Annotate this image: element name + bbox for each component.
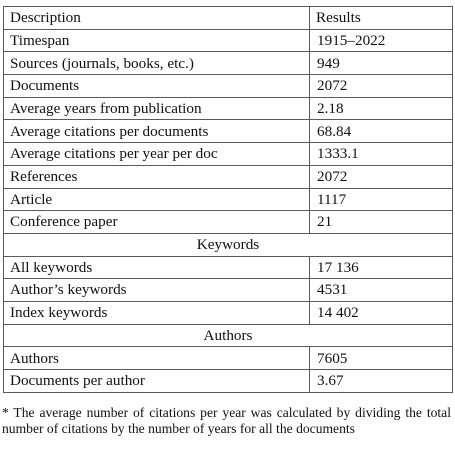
table-row bbox=[4, 120, 453, 143]
row-label: Index keywords bbox=[4, 301, 310, 324]
table-row bbox=[4, 211, 453, 234]
results-header: Results bbox=[310, 7, 453, 30]
table-row bbox=[4, 143, 453, 166]
row-label: Author’s keywords bbox=[4, 279, 310, 302]
statistics-table bbox=[3, 6, 453, 393]
table-row bbox=[4, 29, 453, 52]
table-header-row bbox=[4, 7, 453, 30]
row-value: 3.67 bbox=[310, 370, 453, 393]
row-label: All keywords bbox=[4, 256, 310, 279]
row-label: Average citations per documents bbox=[4, 120, 310, 143]
row-label: Article bbox=[4, 188, 310, 211]
row-label: Average citations per year per doc bbox=[4, 143, 310, 166]
row-value: 2072 bbox=[310, 75, 453, 98]
row-value: 68.84 bbox=[310, 120, 453, 143]
row-value: 14 402 bbox=[310, 301, 453, 324]
row-value: 21 bbox=[310, 211, 453, 234]
table-row bbox=[4, 52, 453, 75]
row-label: Average years from publication bbox=[4, 97, 310, 120]
row-value: 1117 bbox=[310, 188, 453, 211]
table-row bbox=[4, 75, 453, 98]
table-row bbox=[4, 165, 453, 188]
row-value: 1915–2022 bbox=[310, 29, 453, 52]
authors-section-heading: Authors bbox=[4, 324, 453, 347]
row-label: References bbox=[4, 165, 310, 188]
row-label: Authors bbox=[4, 347, 310, 370]
table-footnote: * The average number of citations per year was calculated by dividing the total number of citations by the number of years for all the documents bbox=[2, 405, 451, 436]
keywords-section-heading: Keywords bbox=[4, 233, 453, 256]
section-row-keywords bbox=[4, 233, 453, 256]
table-row bbox=[4, 347, 453, 370]
row-value: 949 bbox=[310, 52, 453, 75]
description-header: Description bbox=[4, 7, 310, 30]
row-value: 2072 bbox=[310, 165, 453, 188]
table-row bbox=[4, 256, 453, 279]
table-row bbox=[4, 301, 453, 324]
row-value: 17 136 bbox=[310, 256, 453, 279]
row-value: 1333.1 bbox=[310, 143, 453, 166]
row-label: Documents per author bbox=[4, 370, 310, 393]
row-label: Documents bbox=[4, 75, 310, 98]
row-value: 7605 bbox=[310, 347, 453, 370]
section-row-authors bbox=[4, 324, 453, 347]
row-label: Sources (journals, books, etc.) bbox=[4, 52, 310, 75]
row-value: 4531 bbox=[310, 279, 453, 302]
table-row bbox=[4, 279, 453, 302]
table-row bbox=[4, 188, 453, 211]
row-label: Timespan bbox=[4, 29, 310, 52]
table-row bbox=[4, 370, 453, 393]
row-label: Conference paper bbox=[4, 211, 310, 234]
row-value: 2.18 bbox=[310, 97, 453, 120]
table-row bbox=[4, 97, 453, 120]
